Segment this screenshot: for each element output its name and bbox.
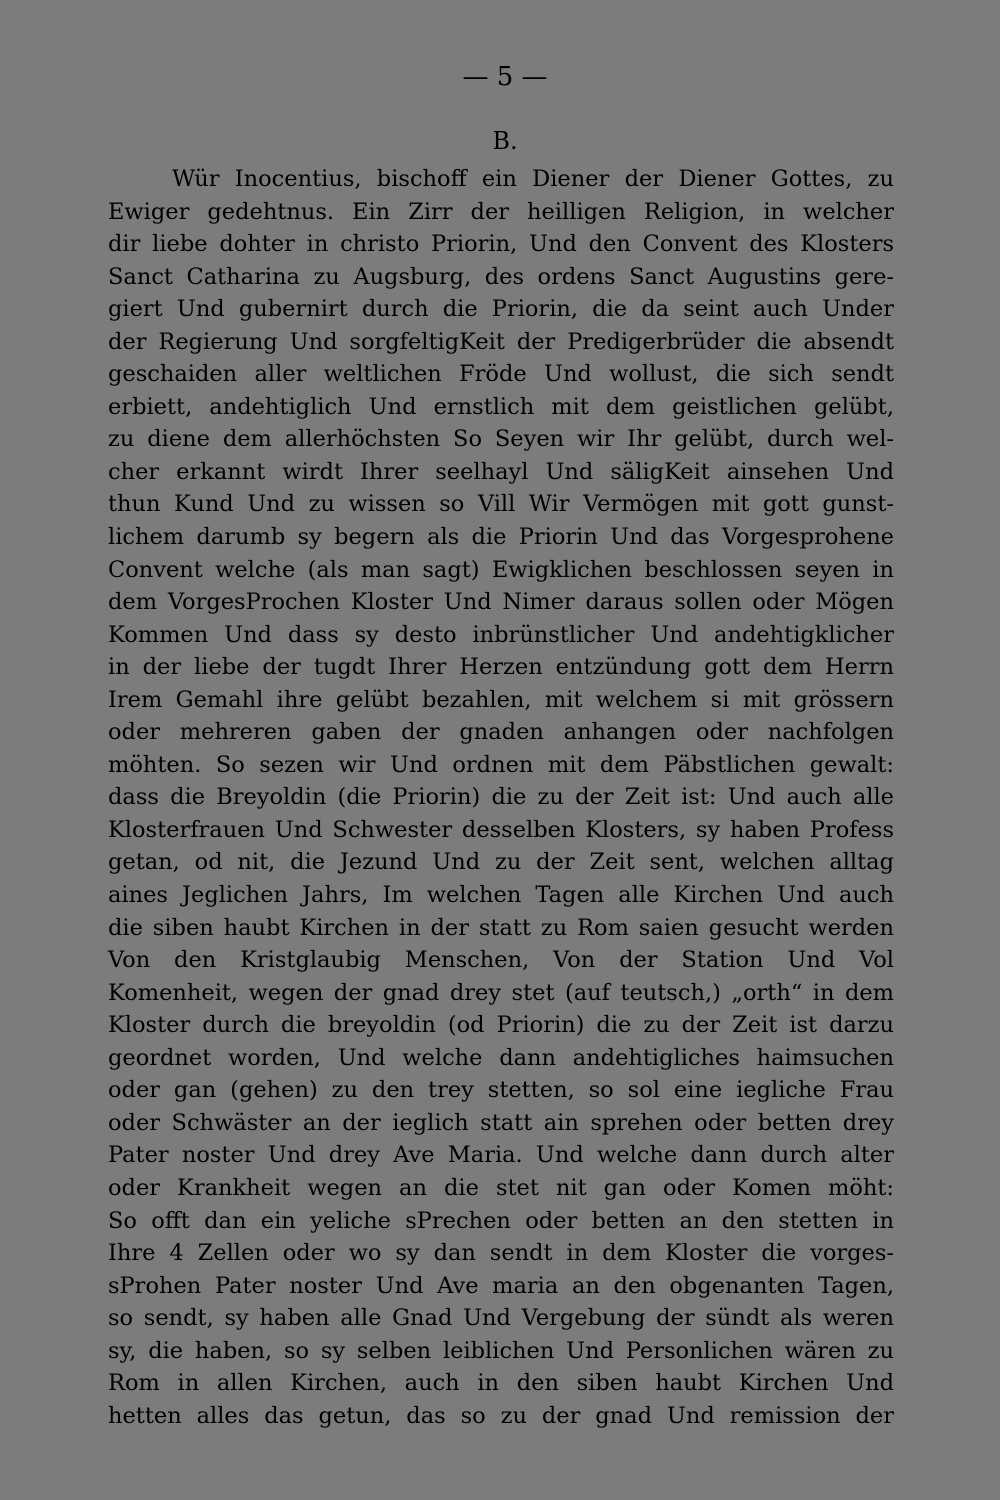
text-line: geschaiden aller weltlichen Fröde Und wollust, die sich sendt xyxy=(108,361,894,388)
text-line: Rom in allen Kirchen, auch in den siben haubt Kirchen Und xyxy=(108,1370,894,1397)
text-line: dass die Breyoldin (die Priorin) die zu der Zeit ist: Und auch alle xyxy=(108,784,894,811)
text-line: oder Schwäster an der ieglich statt ain sprehen oder betten drey xyxy=(108,1109,894,1136)
text-line: thun Kund Und zu wissen so Vill Wir Vermögen mit gott gunst- xyxy=(108,491,894,518)
text-line: die siben haubt Kirchen in der statt zu Rom saien gesucht werden xyxy=(108,914,894,941)
text-line: sProhen Pater noster Und Ave maria an den obgenanten Tagen, xyxy=(108,1272,894,1299)
text-line: lichem darumb sy begern als die Priorin Und das Vorgesprohene xyxy=(108,524,894,551)
text-line: zu diene dem allerhöchsten So Seyen wir Ihr gelübt, durch wel- xyxy=(108,426,894,453)
text-line: Von den Kristglaubig Menschen, Von der Station Und Vol xyxy=(108,947,894,974)
text-line: Komenheit, wegen der gnad drey stet (auf teutsch,) „orth“ in dem xyxy=(108,979,894,1006)
text-line: Kloster durch die breyoldin (od Priorin) die zu der Zeit ist darzu xyxy=(108,1012,894,1039)
text-line: Wür Inocentius, bischoff ein Diener der Diener Gottes, zu xyxy=(172,166,894,192)
text-line: Kommen Und dass sy desto inbrünstlicher Und andehtigklicher xyxy=(108,621,894,648)
text-line: aines Jeglichen Jahrs, Im welchen Tagen alle Kirchen Und auch xyxy=(108,882,894,909)
text-line: getan, od nit, die Jezund Und zu der Zeit sent, welchen alltag xyxy=(108,849,894,876)
text-line: so sendt, sy haben alle Gnad Und Vergebung der sündt als weren xyxy=(108,1305,894,1332)
text-line: Pater noster Und drey Ave Maria. Und welche dann durch alter xyxy=(108,1142,894,1169)
text-line: dem VorgesProchen Kloster Und Nimer daraus sollen oder Mögen xyxy=(108,589,894,616)
text-line: oder Krankheit wegen an die stet nit gan oder Komen möht: xyxy=(108,1174,894,1201)
text-line: Irem Gemahl ihre gelübt bezahlen, mit welchem si mit grössern xyxy=(108,686,894,713)
page-number: — 5 — xyxy=(462,62,548,92)
section-heading: B. xyxy=(492,127,518,155)
text-line: giert Und gubernirt durch die Priorin, die da seint auch Under xyxy=(108,296,894,323)
text-line: oder gan (gehen) zu den trey stetten, so sol eine iegliche Frau xyxy=(108,1077,894,1104)
text-line: Sanct Catharina zu Augsburg, des ordens Sanct Augustins gere- xyxy=(108,263,894,290)
text-line: sy, die haben, so sy selben leiblichen Und Personlichen wären zu xyxy=(108,1337,894,1364)
text-line: geordnet worden, Und welche dann andehtigliches haimsuchen xyxy=(108,1044,894,1071)
text-line: hetten alles das getun, das so zu der gnad Und remission der xyxy=(108,1402,894,1429)
text-line: dir liebe dohter in christo Priorin, Und den Convent des Klosters xyxy=(108,231,894,258)
text-line: oder mehreren gaben der gnaden anhangen oder nachfolgen xyxy=(108,719,894,746)
text-line: erbiett, andehtiglich Und ernstlich mit dem geistlichen gelübt, xyxy=(108,393,894,420)
body-text xyxy=(108,163,894,1432)
text-line: So offt dan ein yeliche sPrechen oder betten an den stetten in xyxy=(108,1207,894,1234)
text-line: Klosterfrauen Und Schwester desselben Klosters, sy haben Profess xyxy=(108,816,894,843)
text-line: der Regierung Und sorgfeltigKeit der Predigerbrüder die absendt xyxy=(108,328,894,355)
text-line: Ewiger gedehtnus. Ein Zirr der heilligen Religion, in welcher xyxy=(108,198,894,225)
text-line: Ihre 4 Zellen oder wo sy dan sendt in dem Kloster die vorges- xyxy=(108,1240,894,1267)
text-line: möhten. So sezen wir Und ordnen mit dem Päbstlichen gewalt: xyxy=(108,751,894,778)
text-line: Convent welche (als man sagt) Ewigklichen beschlossen seyen in xyxy=(108,556,894,583)
text-line: cher erkannt wirdt Ihrer seelhayl Und säligKeit ainsehen Und xyxy=(108,458,894,485)
text-line: in der liebe der tugdt Ihrer Herzen entzündung gott dem Herrn xyxy=(108,654,894,681)
